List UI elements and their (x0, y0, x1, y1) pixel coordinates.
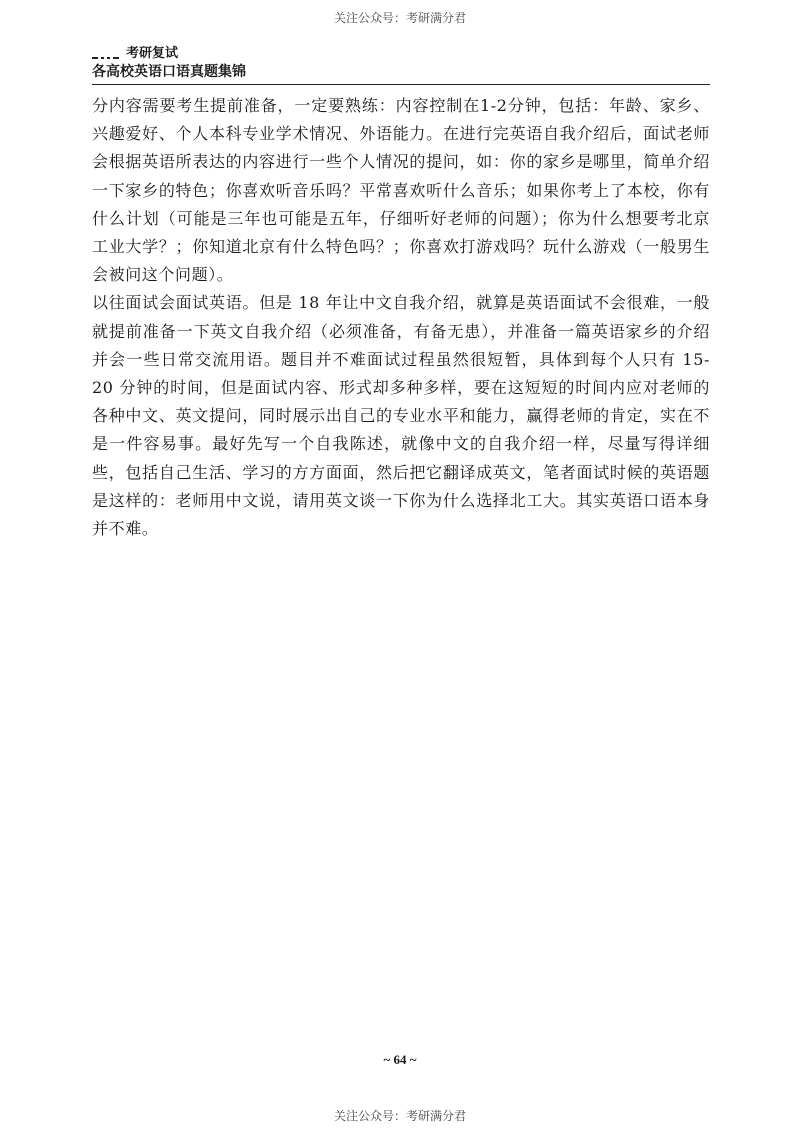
paragraph-2: 以往面试会面试英语。但是 18 年让中文自我介绍，就算是英语面试不会很难，一般就提前准备一下英文自我介绍（必须准备，有备无患），并准备一篇英语家乡的介绍并会一些日常交流用语。题目并不难面试过程虽然很短暂，具体到每个人只有 15-20 分钟的时间，但是面试内容、形式却多种多样，要在这短短的时间内应对老师的各种中文、英文提问，同时展示出自己的专业水平和能力，赢得老师的肯定，实在不是一件容易事。最好先写一个自我陈述，就像中文的自我介绍一样，尽量写得详细些，包括自己生活、学习的方方面面，然后把它翻译成英文，笔者面试时候的英语题是这样的：老师用中文说，请用英文谈一下你为什么选择北工大。其实英语口语本身并不难。 (92, 293, 710, 539)
page-header (92, 46, 712, 81)
page-number: ~ 64 ~ (383, 1052, 417, 1067)
top-watermark: 关注公众号：考研满分君 (333, 11, 466, 25)
header-dash-decoration (92, 52, 122, 62)
header-divider (92, 84, 710, 85)
header-section-line (92, 46, 712, 62)
header-title: 各高校英语口语真题集锦 (92, 64, 246, 80)
paragraph-1: 分内容需要考生提前准备，一定要熟练：内容控制在1-2分钟，包括：年龄、家乡、兴趣爱好、个人本科专业学术情况、外语能力。在进行完英语自我介绍后，面试老师会根据英语所表达的内容进行一些个人情况的提问，如：你的家乡是哪里，简单介绍一下家乡的特色；你喜欢听音乐吗？平常喜欢听什么音乐；如果你考上了本校，你有什么计划（可能是三年也可能是五年，仔细听好老师的问题）；你为什么想要考北京工业大学？；你知道北京有什么特色吗？；你喜欢打游戏吗？玩什么游戏（一般男生会被问这个问题）。 (92, 96, 710, 285)
bottom-watermark: 关注公众号：考研满分君 (333, 1109, 466, 1123)
header-section-label: 考研复试 (126, 46, 179, 61)
main-content (92, 92, 710, 543)
